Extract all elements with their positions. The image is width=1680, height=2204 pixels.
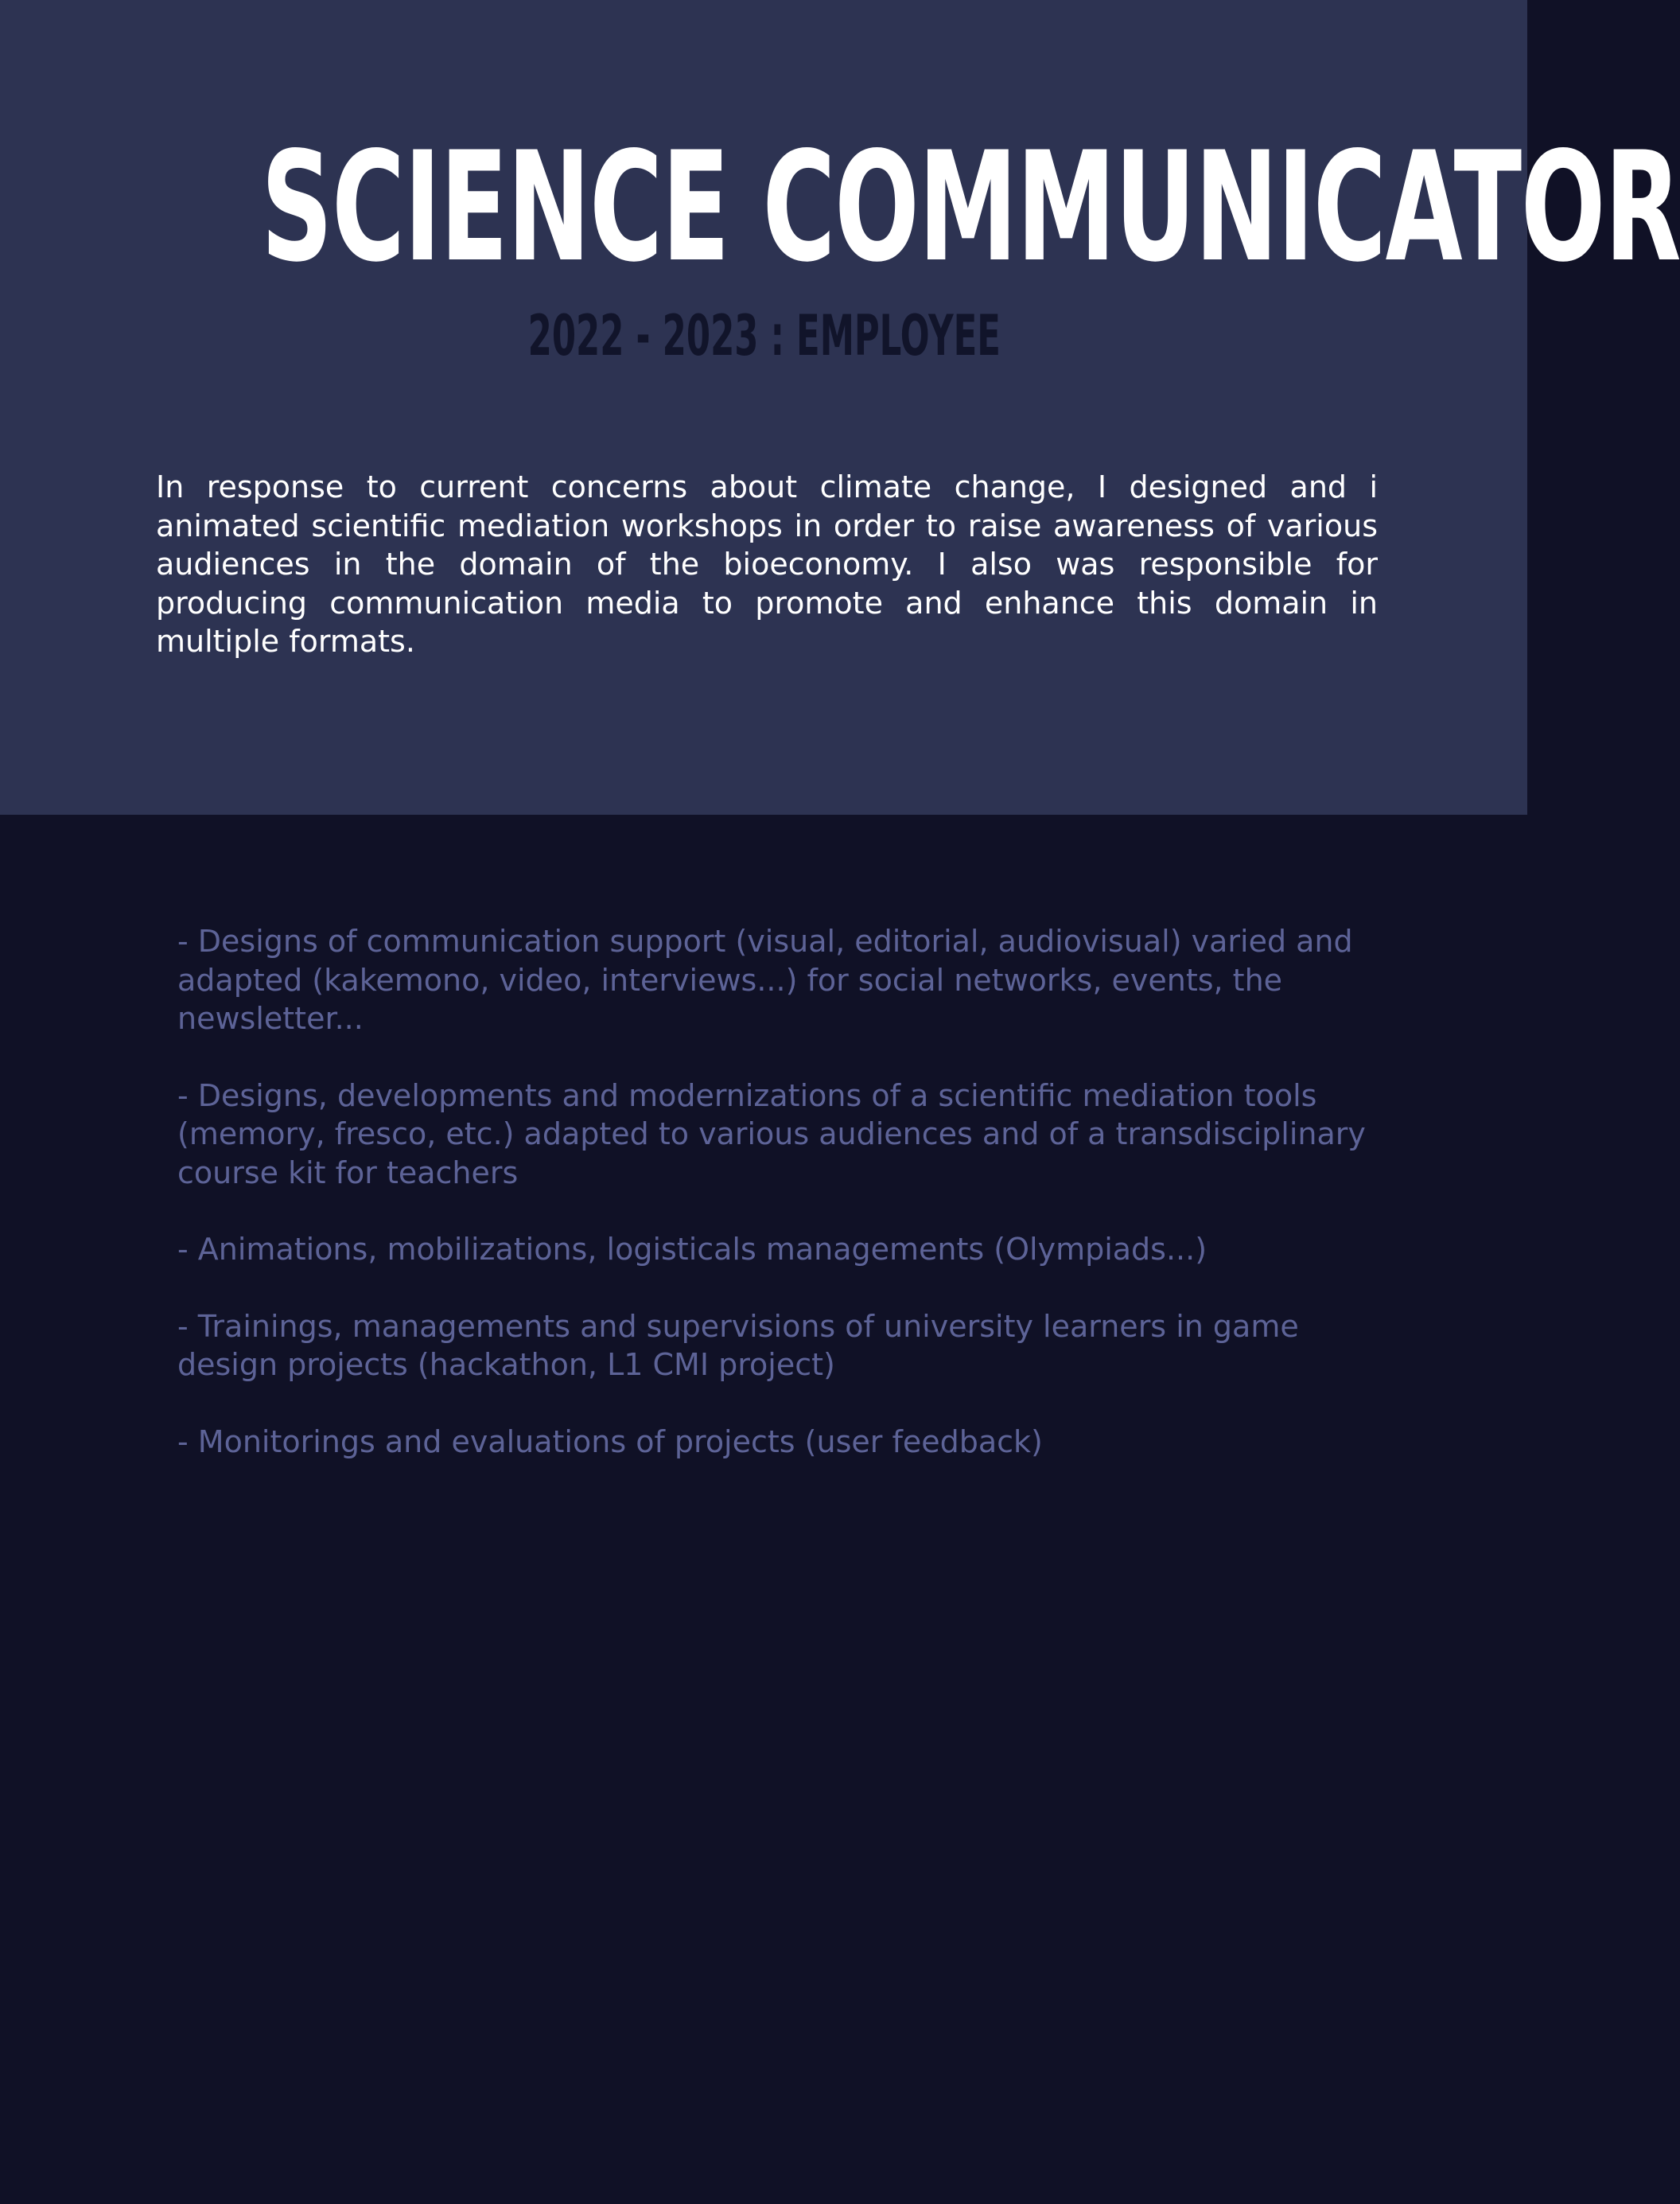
task-list — [177, 922, 1406, 1499]
role-description: In response to current concerns about climate change, I designed and i animated scientific mediation workshops in order to raise awareness of various audiences in the domain of the bioeconomy. I also was responsible for producing communication media to promote and enhance this domain in multiple formats. — [156, 469, 1378, 659]
task-item-animations: - Animations, mobilizations, logisticals managements (Olympiads...) — [177, 1232, 1208, 1267]
header-section — [0, 0, 1680, 815]
task-item-communication-support: - Designs of communication support (visual, editorial, audiovisual) varied and adapted (kakemono, video, interviews...) for social networks, events, the newsletter... — [177, 924, 1353, 1036]
task-item-trainings: - Trainings, managements and supervisions of university learners in game design projects (hackathon, L1 CMI project) — [177, 1308, 1299, 1382]
task-item-monitoring: - Monitorings and evaluations of projects (user feedback) — [177, 1423, 1043, 1459]
employment-period: 2022 - 2023 : EMPLOYEE — [527, 303, 1001, 368]
page-title: SCIENCE COMMUNICATOR — [261, 119, 1680, 295]
task-item-mediation-tools: - Designs, developments and modernizations of a scientific mediation tools (memory, fresco, etc.) adapted to various audiences and of a transdisciplinary course kit for teachers — [177, 1077, 1366, 1190]
